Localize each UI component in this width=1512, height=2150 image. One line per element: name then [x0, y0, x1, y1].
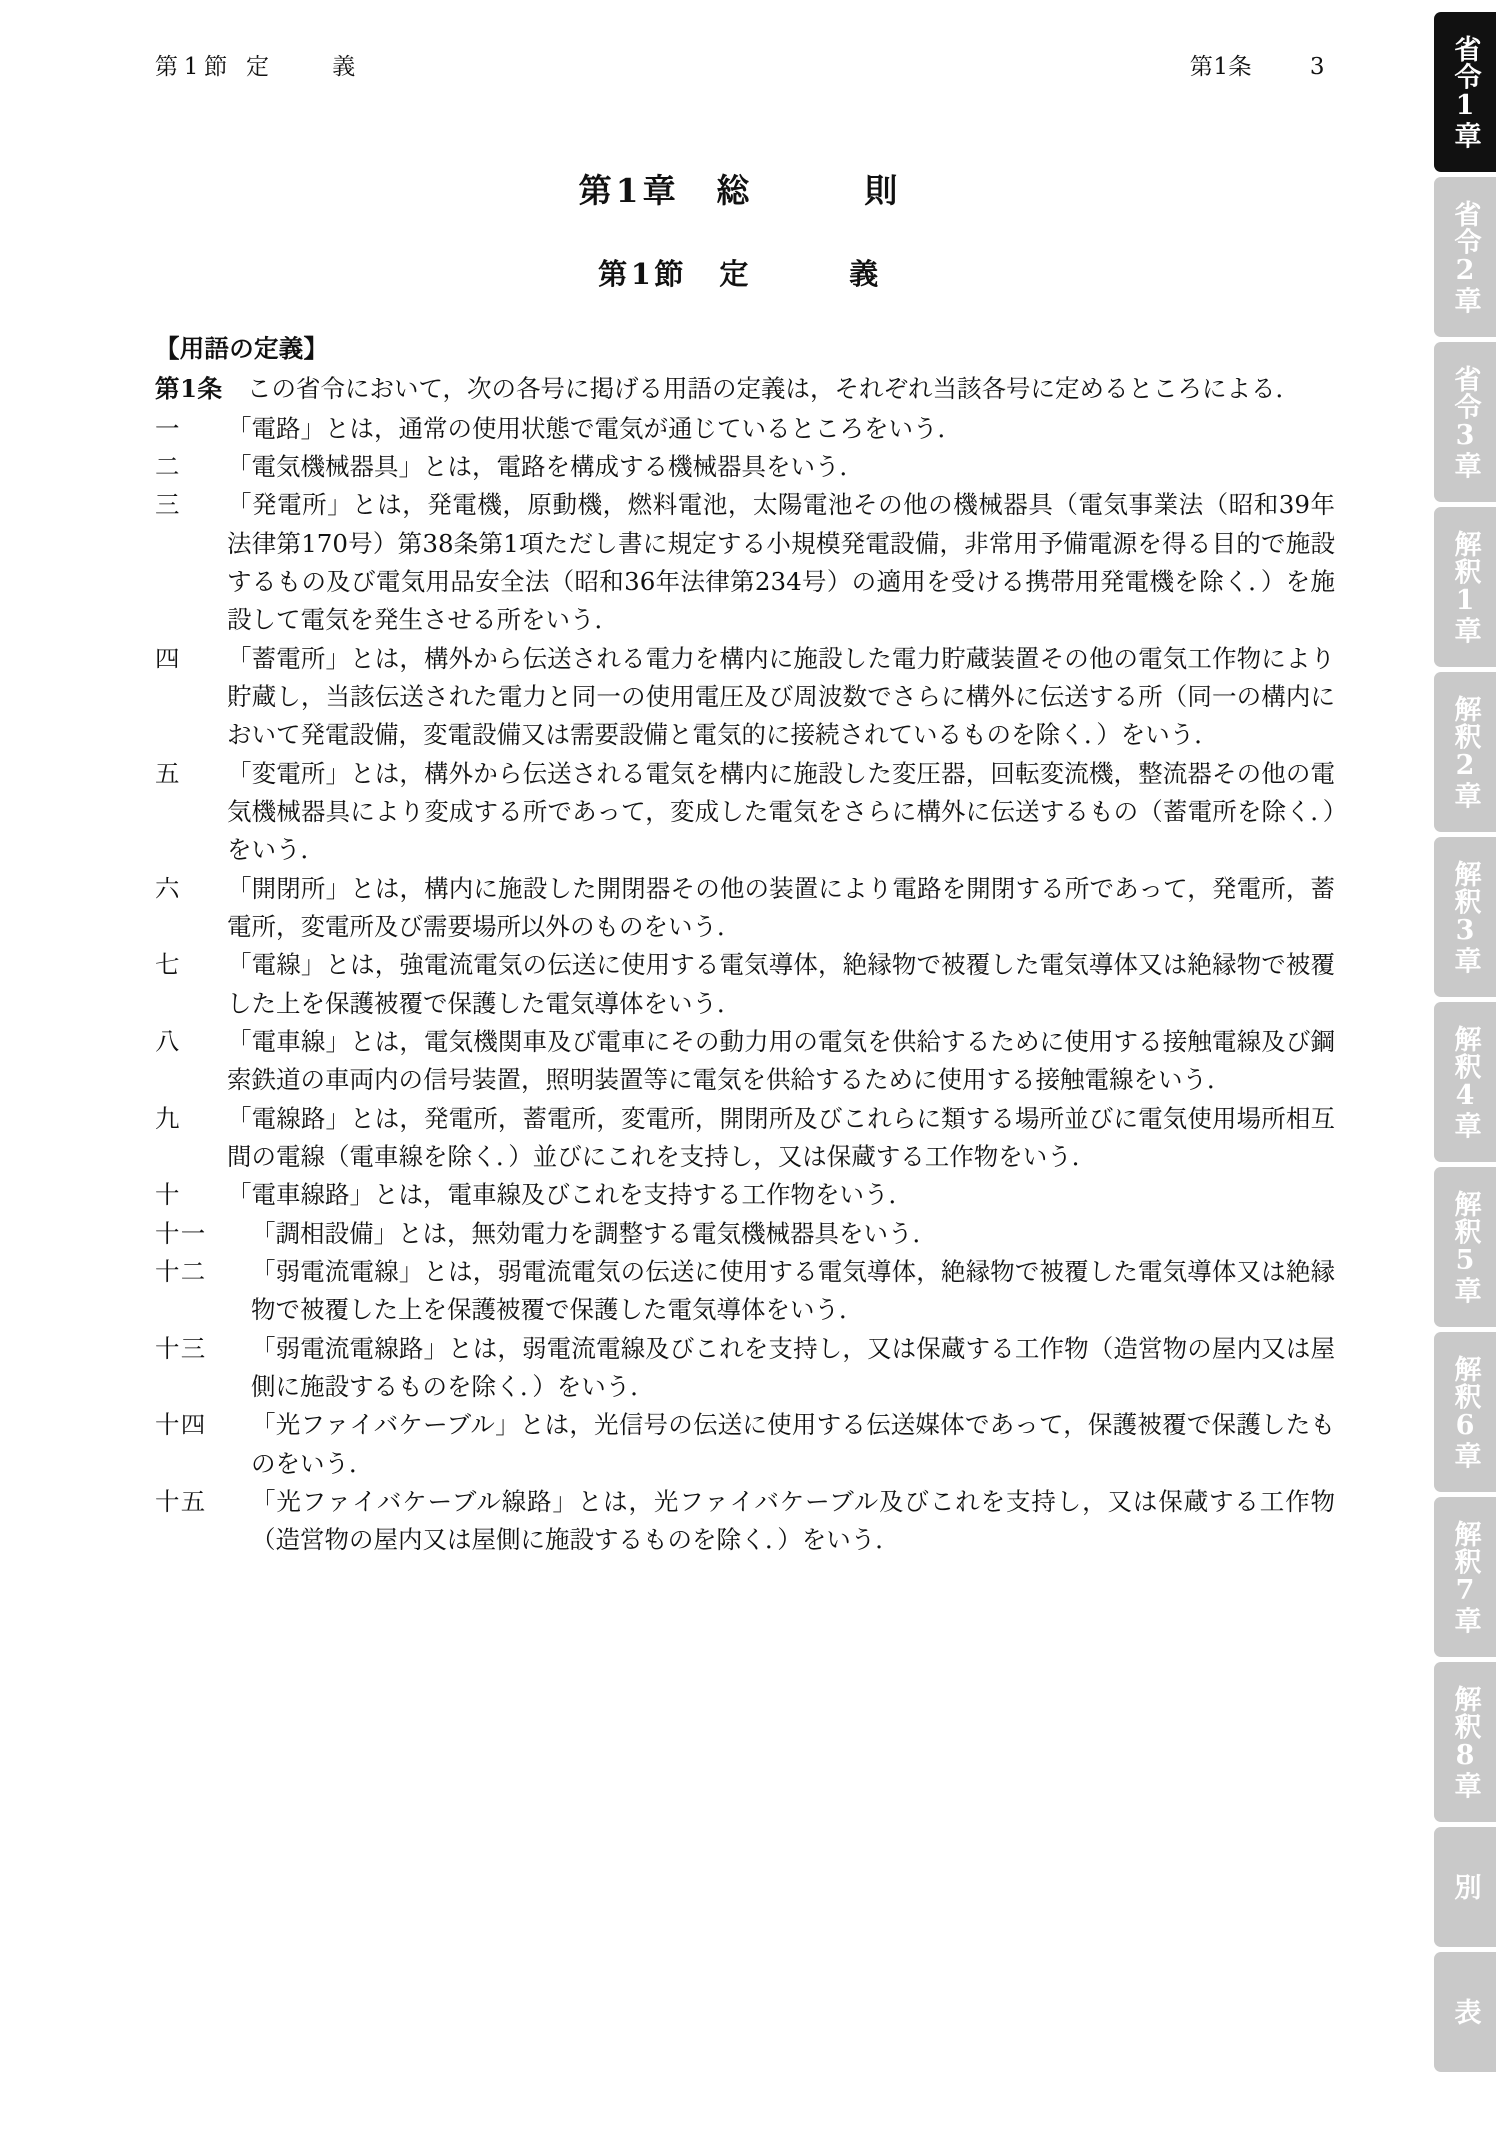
thumb-tab-4[interactable]: 解釈2章 [1434, 672, 1496, 832]
thumb-tab-2[interactable]: 省令3章 [1434, 342, 1496, 502]
running-head-article: 第1条 [1189, 54, 1252, 80]
definition-item-number: 十一 [155, 1218, 207, 1248]
definition-item-number: 十三 [155, 1333, 207, 1363]
definition-item-number: 七 [155, 950, 181, 980]
definition-item [155, 1483, 1335, 1560]
term-definition-heading: 【用語の定義】 [155, 334, 329, 363]
article-body [155, 330, 1335, 1560]
definition-item [155, 1176, 1335, 1214]
definition-item [155, 448, 1335, 486]
definition-item-text: 「電線」とは，強電流電気の伝送に使用する電気導体，絶縁物で被覆した電気導体又は絶縁物で被覆した上を保護被覆で保護した電気導体をいう． [227, 950, 1335, 1018]
definition-item-number: 九 [155, 1103, 181, 1133]
definition-item [155, 1100, 1335, 1177]
thumb-tab-8[interactable]: 解釈6章 [1434, 1332, 1496, 1492]
definition-item-text: 「電車線」とは，電気機関車及び電車にその動力用の電気を供給するために使用する接触電線及び鋼索鉄道の車両内の信号装置，照明装置等に電気を供給するために使用する接触電線をいう． [227, 1026, 1335, 1095]
definition-item-text: 「光ファイバケーブル線路」とは，光ファイバケーブル及びこれを支持し，又は保蔵する工作物（造営物の屋内又は屋側に施設するものを除く．）をいう． [251, 1486, 1335, 1555]
chapter-title: 第1章 総 則 [578, 171, 902, 210]
definition-item-text: 「弱電流電線」とは，弱電流電気の伝送に使用する電気導体，絶縁物で被覆した電気導体又は絶縁物で被覆した上を保護被覆で保護した電気導体をいう． [251, 1256, 1335, 1325]
thumb-tab-1[interactable]: 省令2章 [1434, 177, 1496, 337]
definition-item-number: 六 [155, 873, 181, 903]
thumb-tab-7[interactable]: 解釈5章 [1434, 1167, 1496, 1327]
thumb-tab-12[interactable]: 表 [1434, 1952, 1496, 2072]
definition-item [155, 640, 1335, 755]
definition-item-text: 「電気機械器具」とは，電路を構成する機械器具をいう． [227, 451, 864, 481]
definition-item [155, 755, 1335, 870]
definition-item-number: 三 [155, 490, 181, 520]
article-text: この省令において，次の各号に掲げる用語の定義は，それぞれ当該各号に定めるところによる． [222, 374, 1301, 404]
thumb-tab-0[interactable]: 省令1章 [1434, 12, 1496, 172]
article-number: 第1条 [155, 374, 223, 404]
definition-item [155, 1253, 1335, 1330]
article-paragraph [155, 370, 1335, 408]
definition-item-text: 「電線路」とは，発電所，蓄電所，変電所，開閉所及びこれらに類する場所並びに電気使用場所相互間の電線（電車線を除く．）並びにこれを支持し，又は保蔵する工作物をいう． [227, 1103, 1335, 1171]
definition-item-number: 一 [155, 413, 181, 443]
section-title: 第1節 定 義 [598, 257, 882, 291]
definition-item [155, 486, 1335, 639]
definition-item-number: 二 [155, 451, 181, 481]
thumb-tab-6[interactable]: 解釈4章 [1434, 1002, 1496, 1162]
definition-item [155, 1406, 1335, 1483]
definition-item [155, 410, 1335, 448]
definition-item-text: 「調相設備」とは，無効電力を調整する電気機械器具をいう． [251, 1218, 937, 1248]
definition-item-number: 十五 [155, 1486, 207, 1516]
definition-item-number: 四 [155, 643, 181, 673]
definition-item-number: 十二 [155, 1256, 207, 1286]
thumb-tab-9[interactable]: 解釈7章 [1434, 1497, 1496, 1657]
definition-item-text: 「開閉所」とは，構内に施設した開閉器その他の装置により電路を開閉する所であって，発電所，蓄電所，変電所及び需要場所以外のものをいう． [227, 873, 1335, 941]
definition-item [155, 1023, 1335, 1100]
definition-item [155, 870, 1335, 947]
page-number: 3 [1309, 54, 1325, 80]
definition-item-number: 十 [155, 1180, 181, 1210]
definition-item-text: 「電車線路」とは，電車線及びこれを支持する工作物をいう． [227, 1180, 913, 1210]
definition-item-text: 「蓄電所」とは，構外から伝送される電力を構内に施設した電力貯蔵装置その他の電気工作物により貯蔵し，当該伝送された電力と同一の使用電圧及び周波数でさらに構外に伝送する所（同一の構内において発電設備，変電設備又は需要設備と電気的に接続されているものを除く．）をいう． [227, 643, 1335, 750]
definition-item-text: 「発電所」とは，発電機，原動機，燃料電池，太陽電池その他の機械器具（電気事業法（昭和39年法律第170号）第38条第1項ただし書に規定する小規模発電設備，非常用予備電源を得る目的で施設するもの及び電気用品安全法（昭和36年法律第234号）の適用を受ける携帯用発電機を除く．）を施設して電気を発生させる所をいう． [227, 490, 1335, 635]
definition-item-text: 「電路」とは，通常の使用状態で電気が通じているところをいう． [227, 413, 962, 443]
definition-item-number: 十四 [155, 1410, 207, 1440]
definition-item-text: 「弱電流電線路」とは，弱電流電線及びこれを支持し，又は保蔵する工作物（造営物の屋内又は屋側に施設するものを除く．）をいう． [251, 1333, 1335, 1401]
definition-item [155, 946, 1335, 1023]
thumb-index-tabs [1434, 12, 1496, 2072]
definition-item-list [155, 410, 1335, 1560]
definition-item-number: 五 [155, 758, 181, 788]
running-head [155, 48, 1325, 84]
thumb-tab-11[interactable]: 別 [1434, 1827, 1496, 1947]
thumb-tab-3[interactable]: 解釈1章 [1434, 507, 1496, 667]
thumb-tab-10[interactable]: 解釈8章 [1434, 1662, 1496, 1822]
definition-item-text: 「光ファイバケーブル」とは，光信号の伝送に使用する伝送媒体であって，保護被覆で保護したものをいう． [251, 1410, 1335, 1478]
definition-item [155, 1330, 1335, 1407]
definition-item [155, 1215, 1335, 1253]
definition-item-text: 「変電所」とは，構外から伝送される電気を構内に施設した変圧器，回転変流機，整流器その他の電気機械器具により変成する所であって，変成した電気をさらに構外に伝送するもの（蓄電所を除く．）をいう． [227, 758, 1335, 865]
definition-item-number: 八 [155, 1026, 181, 1056]
thumb-tab-5[interactable]: 解釈3章 [1434, 837, 1496, 997]
running-head-section: 第1節 定 義 [155, 54, 361, 80]
